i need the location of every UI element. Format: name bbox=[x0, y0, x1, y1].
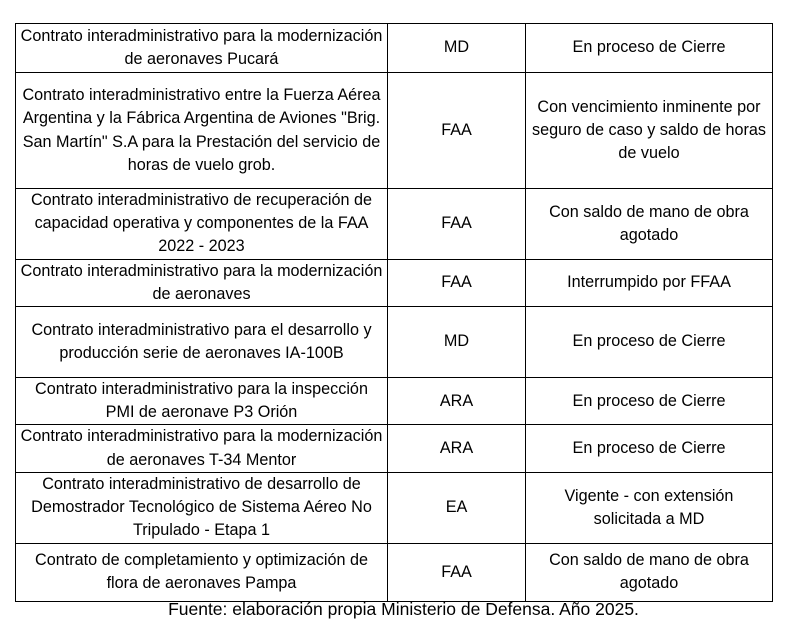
contracts-table bbox=[15, 23, 773, 602]
contract-description-cell: Contrato interadministrativo de desarrollo de Demostrador Tecnológico de Sistema Aéreo No Tripulado - Etapa 1 bbox=[16, 472, 388, 543]
entity-cell: FAA bbox=[388, 543, 526, 601]
status-cell: Con saldo de mano de obra agotado bbox=[526, 543, 773, 601]
status-cell: Interrumpido por FFAA bbox=[526, 259, 773, 306]
entity-cell: FAA bbox=[388, 73, 526, 189]
entity-cell: ARA bbox=[388, 425, 526, 472]
table-row bbox=[16, 259, 773, 306]
table-row bbox=[16, 307, 773, 378]
status-cell: En proceso de Cierre bbox=[526, 425, 773, 472]
contract-description-cell: Contrato interadministrativo para la modernización de aeronaves Pucará bbox=[16, 24, 388, 73]
table-row bbox=[16, 543, 773, 601]
status-cell: En proceso de Cierre bbox=[526, 378, 773, 425]
status-cell: Vigente - con extensión solicitada a MD bbox=[526, 472, 773, 543]
entity-cell: MD bbox=[388, 307, 526, 378]
table-row bbox=[16, 425, 773, 472]
entity-cell: FAA bbox=[388, 259, 526, 306]
status-cell: Con saldo de mano de obra agotado bbox=[526, 189, 773, 260]
contract-description-cell: Contrato interadministrativo para la modernización de aeronaves bbox=[16, 259, 388, 306]
entity-cell: EA bbox=[388, 472, 526, 543]
table-row bbox=[16, 189, 773, 260]
contract-description-cell: Contrato interadministrativo entre la Fuerza Aérea Argentina y la Fábrica Argentina de Aviones "Brig. San Martín" S.A para la Prestación del servicio de horas de vuelo grob. bbox=[16, 73, 388, 189]
entity-cell: ARA bbox=[388, 378, 526, 425]
status-cell: En proceso de Cierre bbox=[526, 307, 773, 378]
table-row bbox=[16, 24, 773, 73]
entity-cell: FAA bbox=[388, 189, 526, 260]
contract-description-cell: Contrato interadministrativo para el desarrollo y producción serie de aeronaves IA-100B bbox=[16, 307, 388, 378]
status-cell: Con vencimiento inminente por seguro de caso y saldo de horas de vuelo bbox=[526, 73, 773, 189]
contract-description-cell: Contrato de completamiento y optimización de flora de aeronaves Pampa bbox=[16, 543, 388, 601]
source-caption: Fuente: elaboración propia Ministerio de Defensa. Año 2025. bbox=[168, 599, 639, 619]
table-row bbox=[16, 73, 773, 189]
contract-description-cell: Contrato interadministrativo de recuperación de capacidad operativa y componentes de la FAA 2022 - 2023 bbox=[16, 189, 388, 260]
status-cell: En proceso de Cierre bbox=[526, 24, 773, 73]
table-row bbox=[16, 472, 773, 543]
table-row bbox=[16, 378, 773, 425]
contract-description-cell: Contrato interadministrativo para la inspección PMI de aeronave P3 Orión bbox=[16, 378, 388, 425]
contract-description-cell: Contrato interadministrativo para la modernización de aeronaves T-34 Mentor bbox=[16, 425, 388, 472]
entity-cell: MD bbox=[388, 24, 526, 73]
